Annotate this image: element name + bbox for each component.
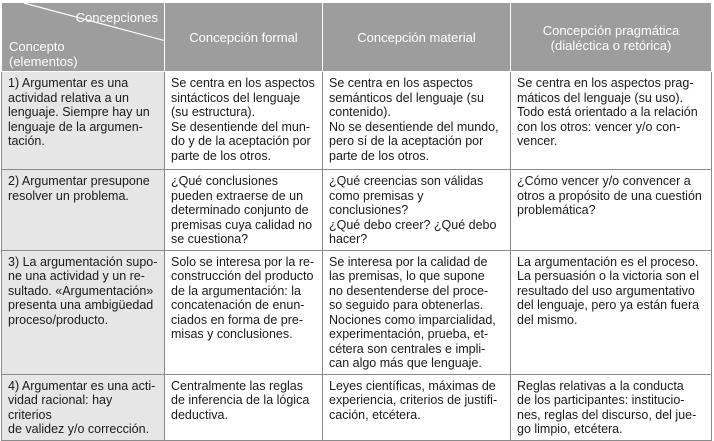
- cell-line: Solo se interesa por la re-: [171, 254, 315, 269]
- cell-line: pueden extraerse de un: [171, 188, 304, 203]
- cell-line: otros a propósito de una cuestión: [517, 188, 702, 203]
- cell-line: de los participantes: institucio-: [517, 393, 685, 407]
- cell-line: ¿Cómo vencer y/o convencer a: [517, 174, 691, 188]
- cell-line: semánticos del lenguaje (su: [329, 90, 484, 105]
- header-row: [2, 3, 712, 72]
- cell-line: ¿Qué conclusiones: [171, 174, 279, 188]
- cell-pragmatica: [511, 72, 712, 170]
- concepciones-table: [1, 2, 712, 441]
- cell-line: experiencia, criterios de justifi-: [329, 393, 498, 407]
- cell-line: Se interesa por la calidad de: [329, 254, 488, 269]
- cell-line: cación, etcétera.: [329, 407, 421, 422]
- cell-line: La argumentación es el proceso.: [517, 254, 699, 269]
- cell-line: proceso/producto.: [8, 312, 109, 327]
- cell-line: las premisas, lo que supone: [329, 269, 485, 283]
- cell-line: del lenguaje, pero ya están fuera: [517, 298, 700, 312]
- cell-line: 2) Argumentar presupone: [8, 174, 150, 188]
- cell-line: sultado. «Argumentación»: [8, 283, 154, 298]
- cell-line: experimentación, prueba, et-: [329, 327, 489, 341]
- cell-line: ¿Qué debo creer? ¿Qué debo: [329, 217, 497, 232]
- cell-pragmatica: [511, 250, 712, 374]
- corner-label-concepciones: Concepciones: [75, 10, 158, 25]
- cell-formal: [165, 250, 323, 374]
- cell-line: parte de los otros.: [329, 148, 430, 163]
- cell-line: hacer?: [329, 232, 368, 246]
- cell-line: concatenación de enun-: [171, 298, 305, 312]
- cell-line: deductiva.: [171, 407, 228, 422]
- cell-line: do y de la aceptación por: [171, 134, 311, 148]
- cell-line: del mismo.: [517, 312, 578, 327]
- cell-line: de la argumentación: la: [171, 283, 301, 298]
- cell-material: [323, 170, 511, 251]
- cell-line: contenido).: [329, 105, 391, 119]
- cell-line: máticos del lenguaje (su uso).: [517, 90, 684, 105]
- cell-material: [323, 250, 511, 374]
- cell-line: Nociones como imparcialidad,: [329, 312, 496, 327]
- cell-line: nes, reglas del discurso, del jue-: [517, 407, 697, 422]
- cell-line: resultado del uso argumentativo: [517, 283, 695, 298]
- column-header-material: Concepción material: [323, 3, 511, 72]
- cell-line: presenta una ambigüedad: [8, 298, 154, 312]
- cell-line: Se centra en los aspectos: [329, 76, 473, 90]
- cell-line: 1) Argumentar es una: [8, 76, 129, 90]
- cell-line: no desentenderse del proce-: [329, 283, 489, 298]
- cell-line: go limpio, etcétera.: [517, 422, 623, 436]
- column-header-pragmatica: Concepción pragmática (dialéctica o retórica): [511, 3, 712, 72]
- cell-line: como premisas y conclusiones?: [329, 188, 424, 217]
- cell-line: ¿Qué creencias son válidas: [329, 174, 484, 188]
- cell-line: resolver un problema.: [8, 188, 129, 203]
- cell-line: Se centra en los aspectos: [171, 76, 315, 90]
- cell-line: 3) La argumentación supo-: [8, 254, 158, 269]
- cell-line: Leyes científicas, máximas de: [329, 378, 496, 393]
- cell-line: (su estructura).: [171, 105, 256, 119]
- cell-line: Se desentiende del mun-: [171, 119, 310, 134]
- table-row: [2, 72, 712, 170]
- cell-line: con los otros: vencer y/o con-: [517, 119, 681, 134]
- cell-line: sintácticos del lenguaje: [171, 90, 301, 105]
- cell-pragmatica: [511, 170, 712, 251]
- cell-line: can algo más que lenguaje.: [329, 356, 482, 370]
- cell-line: cétera son centrales e impli-: [329, 341, 486, 356]
- cell-line: Reglas relativas a la conducta: [517, 378, 684, 393]
- cell-line: lenguaje de la argumen-: [8, 119, 143, 134]
- cell-line: Se centra en los aspectos prag-: [517, 76, 694, 90]
- table-row: [2, 374, 712, 440]
- cell-material: [323, 374, 511, 440]
- cell-line: parte de los otros.: [171, 148, 272, 163]
- cell-line: de validez y/o corrección.: [8, 422, 150, 436]
- cell-line: determinado conjunto de: [171, 203, 309, 217]
- cell-concepto: [2, 374, 165, 440]
- cell-line: premisas cuya calidad no: [171, 217, 313, 232]
- cell-line: lenguaje. Siempre hay un: [8, 105, 150, 119]
- cell-pragmatica: [511, 374, 712, 440]
- column-header-formal: Concepción formal: [165, 3, 323, 72]
- cell-line: ne una actividad y un re-: [8, 269, 145, 283]
- cell-line: tación.: [8, 134, 45, 148]
- cell-formal: [165, 72, 323, 170]
- cell-concepto: [2, 72, 165, 170]
- cell-line: 4) Argumentar es una acti-: [8, 378, 156, 393]
- cell-line: se cuestiona?: [171, 232, 249, 246]
- cell-concepto: [2, 250, 165, 374]
- cell-formal: [165, 374, 323, 440]
- cell-line: pero sí de la aceptación por: [329, 134, 484, 148]
- cell-line: Centralmente las reglas: [171, 378, 304, 393]
- cell-line: vidad racional: hay criterios: [8, 393, 113, 422]
- cell-concepto: [2, 170, 165, 251]
- cell-line: problemática?: [517, 203, 596, 217]
- cell-line: La persuasión o la victoria son el: [517, 269, 700, 283]
- corner-label-concepto: Concepto (elementos): [9, 39, 78, 69]
- corner-header-cell: [2, 3, 165, 72]
- cell-line: misas y conclusiones.: [171, 327, 293, 341]
- cell-line: de inferencia de la lógica: [171, 393, 310, 407]
- cell-line: ciados en forma de pre-: [171, 312, 304, 327]
- cell-material: [323, 72, 511, 170]
- cell-formal: [165, 170, 323, 251]
- cell-line: Todo está orientado a la relación: [517, 105, 698, 119]
- table-row: [2, 170, 712, 251]
- cell-line: construcción del producto: [171, 269, 314, 283]
- cell-line: actividad relativa a un: [8, 90, 129, 105]
- cell-line: vencer.: [517, 134, 558, 148]
- cell-line: so seguido para obtenerlas.: [329, 298, 484, 312]
- table-row: [2, 250, 712, 374]
- cell-line: No se desentiende del mundo,: [329, 119, 499, 134]
